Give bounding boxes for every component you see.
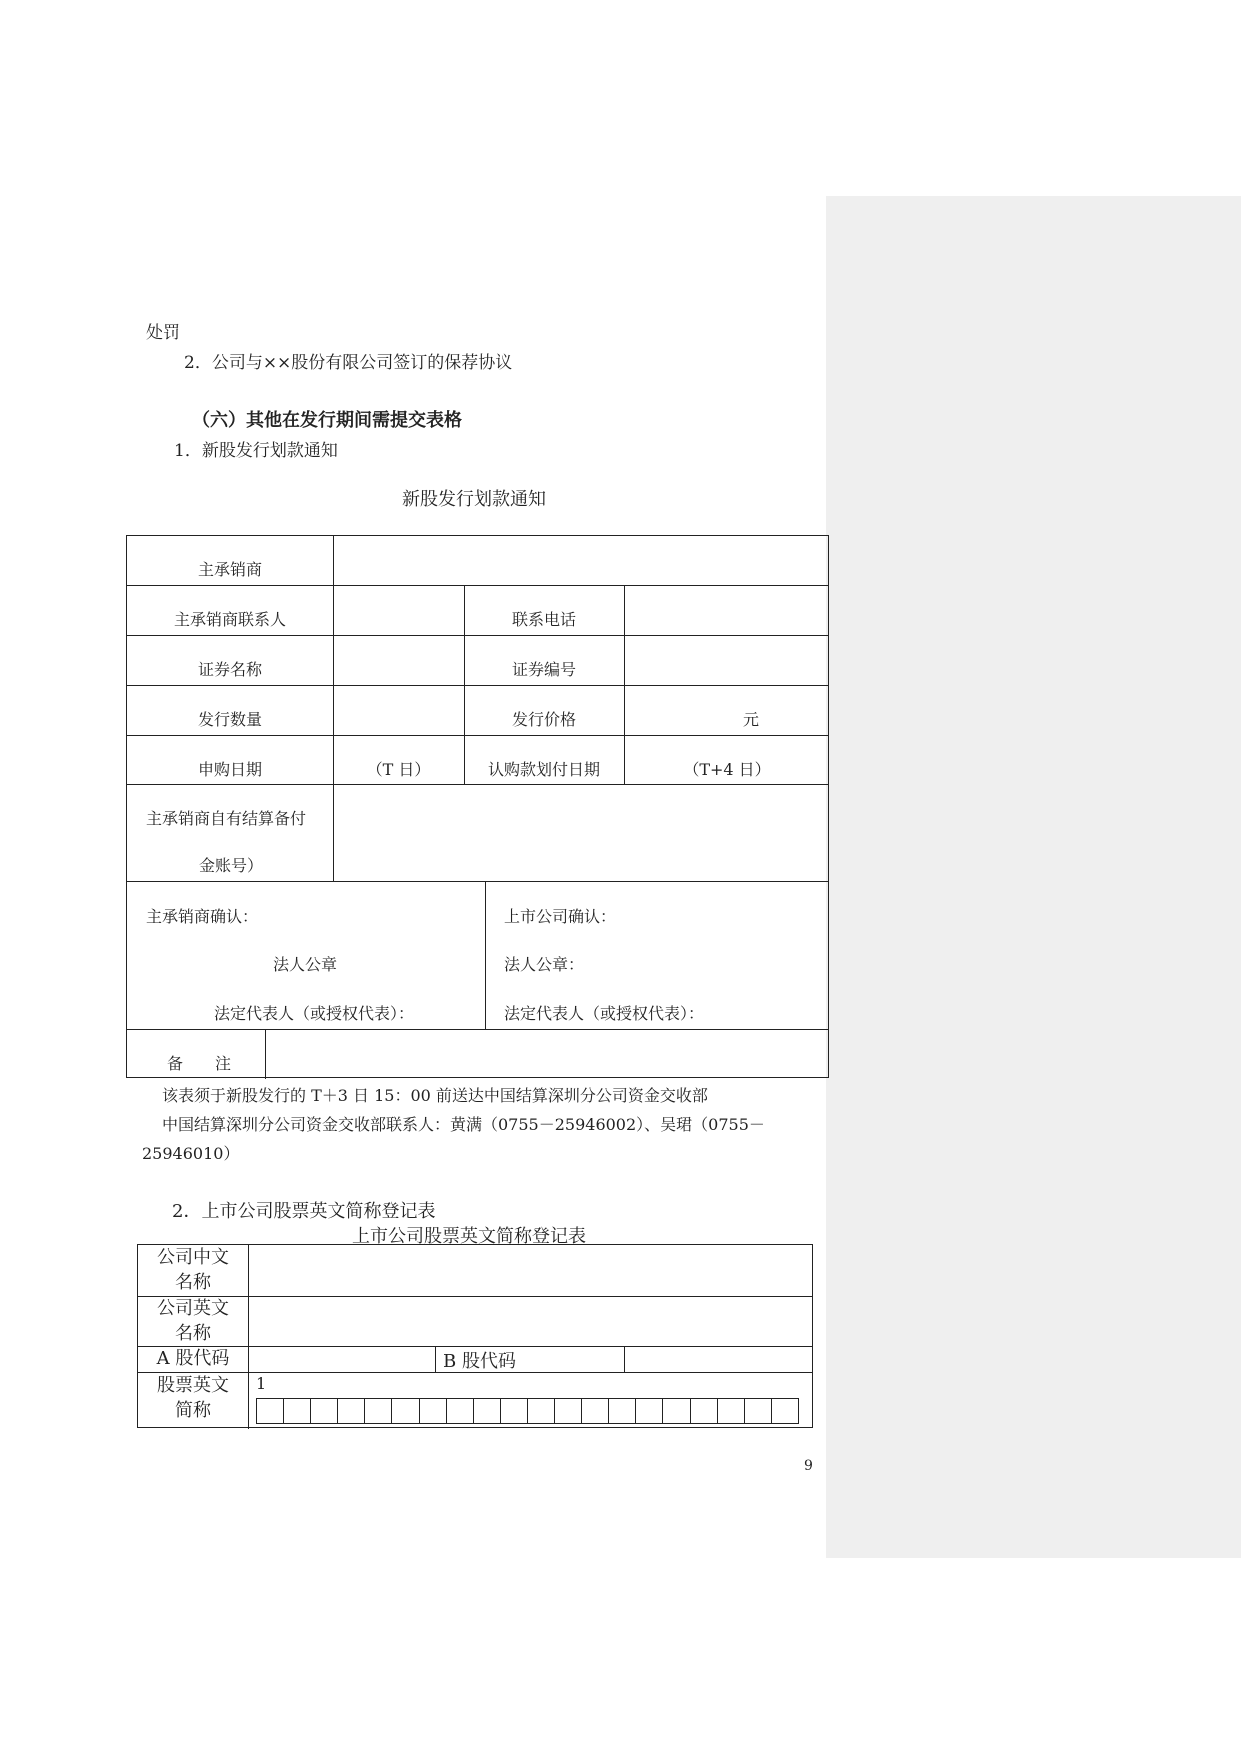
security-code-label: 证券编号 — [511, 660, 576, 679]
en-name-label-l2: 名称 — [175, 1323, 211, 1344]
legal-seal-right: 法人公章： — [504, 955, 585, 974]
legal-rep-right: 法定代表人（或授权代表）： — [504, 1004, 705, 1023]
form2-title: 上市公司股票英文简称登记表 — [352, 1226, 586, 1247]
comment-pane — [826, 196, 1241, 1558]
issue-quantity-label: 发行数量 — [197, 710, 262, 729]
underwriter-label: 主承销商 — [197, 560, 262, 579]
note-line2: 中国结算深圳分公司资金交收部联系人：黄满（0755－25946002）、吴珺（0755－ — [162, 1115, 765, 1134]
intro-line1: 处罚 — [146, 323, 180, 343]
legal-seal-left: 法人公章 — [273, 955, 338, 974]
t-day: （T 日） — [366, 760, 431, 779]
price-unit: 元 — [743, 710, 760, 729]
form1-table — [126, 535, 829, 1078]
page-number: 9 — [804, 1458, 813, 1474]
abbr-char-boxes — [256, 1398, 799, 1424]
note-line1: 该表须于新股发行的 T＋3 日 15：00 前送达中国结算深圳分公司资金交收部 — [162, 1086, 708, 1105]
underwriter-confirm: 主承销商确认： — [146, 907, 259, 926]
a-code-label: A 股代码 — [156, 1348, 230, 1369]
subscription-date-label: 申购日期 — [197, 760, 262, 779]
section-heading: （六）其他在发行期间需提交表格 — [192, 410, 462, 431]
account-label-line1: 主承销商自有结算备付 — [146, 809, 307, 828]
company-confirm: 上市公司确认： — [504, 907, 617, 926]
cn-name-label-l2: 名称 — [175, 1272, 211, 1293]
form1-title: 新股发行划款通知 — [402, 489, 546, 510]
account-label-line2: 金账号） — [199, 856, 264, 875]
form2-table — [137, 1244, 813, 1428]
payment-date-label: 认购款划付日期 — [487, 760, 600, 779]
box-index: 1 — [256, 1374, 267, 1393]
t4-day: （T+4 日） — [683, 760, 771, 779]
abbr-label-l2: 简称 — [175, 1400, 211, 1421]
b-code-label: B 股代码 — [443, 1351, 516, 1372]
security-name-label: 证券名称 — [197, 660, 262, 679]
en-name-label-l1: 公司英文 — [157, 1298, 229, 1319]
note-line3: 25946010） — [142, 1144, 240, 1163]
contact-person-label: 主承销商联系人 — [173, 610, 286, 629]
remarks-label: 备 注 — [167, 1054, 232, 1073]
cn-name-label-l1: 公司中文 — [157, 1247, 229, 1268]
abbr-label-l1: 股票英文 — [157, 1375, 229, 1396]
section-item1: 1．新股发行划款通知 — [174, 441, 338, 461]
issue-price-label: 发行价格 — [511, 710, 576, 729]
legal-rep-left: 法定代表人（或授权代表）： — [214, 1004, 415, 1023]
item2-heading: 2．上市公司股票英文简称登记表 — [172, 1201, 436, 1222]
phone-label: 联系电话 — [511, 610, 576, 629]
intro-line2: 2．公司与××股份有限公司签订的保荐协议 — [184, 353, 513, 373]
